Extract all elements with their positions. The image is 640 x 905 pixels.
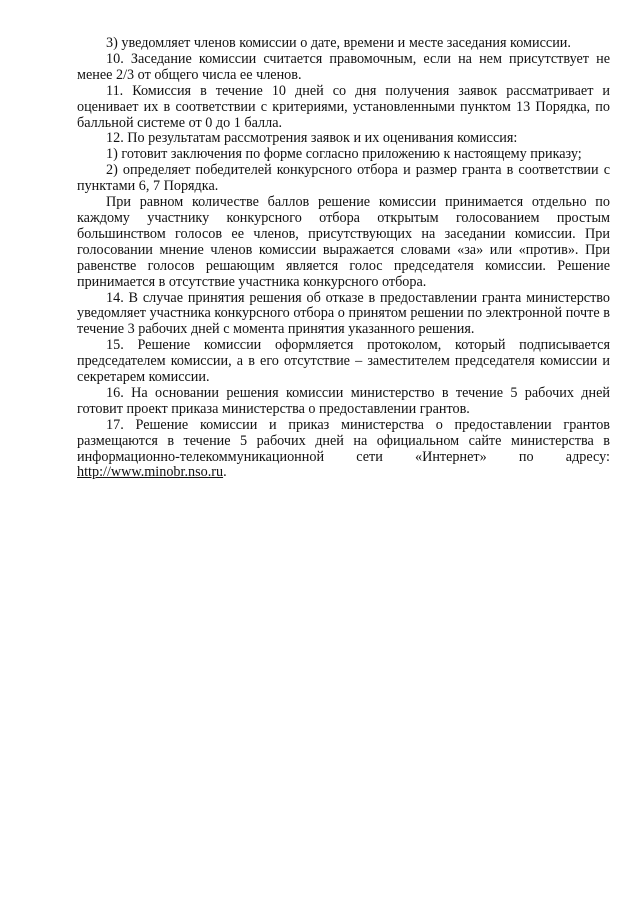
paragraph-number: 12. (106, 130, 124, 147)
paragraph-11 (77, 84, 610, 132)
paragraph-text: По результатам рассмотрения заявок и их оценивания комиссия: (123, 130, 518, 147)
paragraph-text: В случае принятия решения об отказе в предоставлении гранта министерство уведомляет участника конкурсного отбора о принятом решении по электронной почте в течение 3 рабочих дней с момента принятия указанного решения. (77, 289, 610, 338)
paragraph-number: 14. (106, 289, 124, 306)
paragraph-text: готовит заключения по форме согласно приложению к настоящему приказу; (117, 146, 582, 163)
paragraph-text: Заседание комиссии считается правомочным, если на нем присутствует не менее 2/3 от общего числа ее членов. (77, 50, 610, 83)
paragraph-12-item-1 (77, 147, 610, 163)
paragraph-number: 16. (106, 384, 124, 401)
paragraph-12-item-2 (77, 163, 610, 195)
paragraph-equal-votes (77, 195, 610, 290)
paragraph-15 (77, 338, 610, 386)
paragraph-number: 2) (106, 162, 118, 179)
paragraph-number: 17. (106, 416, 124, 433)
paragraph-text: Комиссия в течение 10 дней со дня получения заявок рассматривает и оценивает их в соответствии с критериями, установленными пунктом 13 Порядка, по балльной системе от 0 до 1 балла. (77, 82, 610, 131)
paragraph-number: 3) (106, 35, 118, 51)
paragraph-12 (77, 131, 610, 147)
paragraph-17 (77, 418, 610, 482)
paragraph-14 (77, 291, 610, 339)
ministry-website-link[interactable]: http://www.minobr.nso.ru (77, 464, 224, 481)
paragraph-text: Решение комиссии и приказ министерства о предоставлении грантов размещаются в течение 5 рабочих дней на официальном сайте министерства в информационно-телекоммуникационной сети «Интернет» по адресу: (77, 416, 610, 465)
paragraph-number: 11. (106, 82, 124, 99)
paragraph-end-punctuation: . (223, 464, 227, 481)
document-page (77, 36, 610, 481)
paragraph-3 (77, 36, 610, 52)
paragraph-text: уведомляет членов комиссии о дате, времени и месте заседания комиссии. (117, 35, 571, 51)
paragraph-text: Решение комиссии оформляется протоколом, который подписывается председателем комиссии, а в его отсутствие – заместителем председателя комиссии и секретарем комиссии. (77, 337, 610, 386)
paragraph-number: 15. (106, 337, 124, 354)
paragraph-number: 1) (106, 146, 118, 163)
paragraph-16 (77, 386, 610, 418)
paragraph-10 (77, 52, 610, 84)
paragraph-text: определяет победителей конкурсного отбора и размер гранта в соответствии с пунктами 6, 7 Порядка. (77, 162, 610, 195)
paragraph-text: На основании решения комиссии министерство в течение 5 рабочих дней готовит проект приказа министерства о предоставлении грантов. (77, 384, 610, 417)
paragraph-text: При равном количестве баллов решение комиссии принимается отдельно по каждому участнику конкурсного отбора открытым голосованием простым большинством голосов ее членов, присутствующих на заседании комиссии. При голосовании мнение членов комиссии выражается словами «за» или «против». При равенстве голосов решающим является голос председателя комиссии. Решение принимается в отсутствие участника конкурсного отбора. (77, 194, 610, 290)
paragraph-number: 10. (106, 50, 124, 67)
